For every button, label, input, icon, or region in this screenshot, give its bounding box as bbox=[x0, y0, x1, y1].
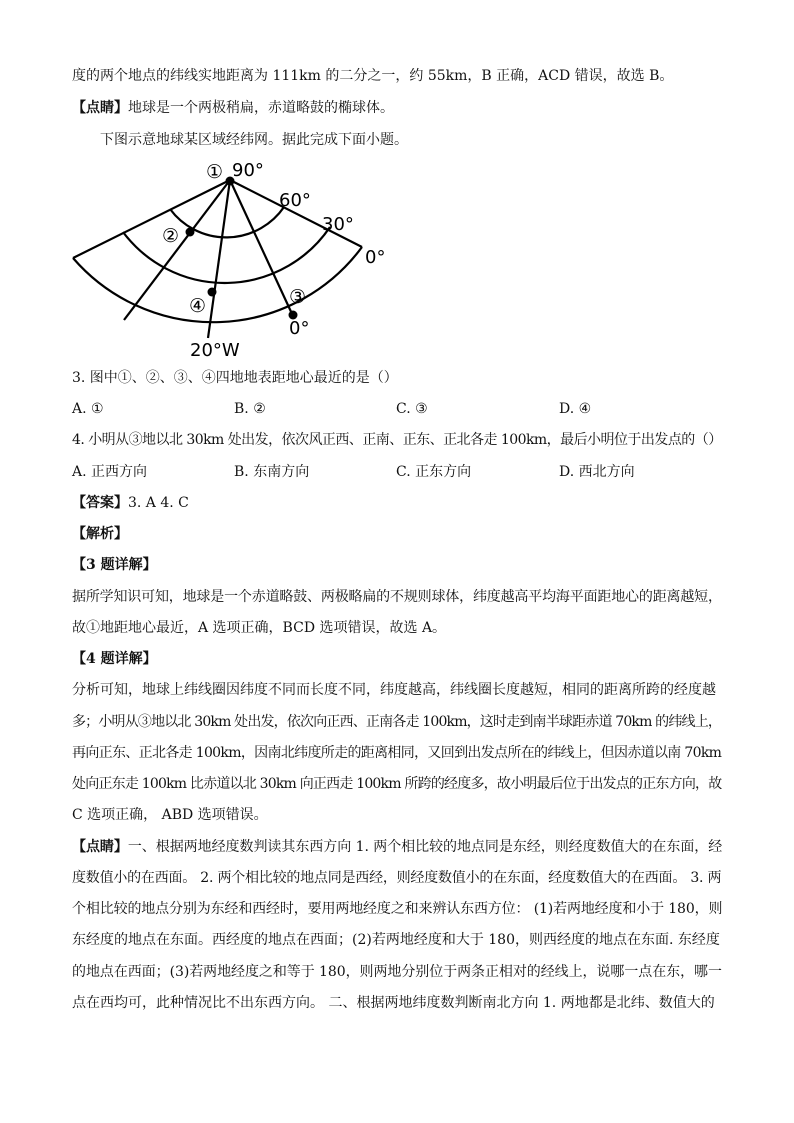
text-line: 度的两个地点的纬线实地距离为 111km 的二分之一，约 55km，B 正确，ACD 错误，故选 B。 bbox=[72, 68, 674, 84]
arc-30 bbox=[123, 227, 330, 283]
tip-line bbox=[72, 837, 722, 857]
q3-option-c: C. ③ bbox=[396, 401, 428, 417]
q4-stem: 4. 小明从③地以北 30km 处出发，依次风正西、正南、正东、正北各走 100km，最后小明位于出发点的（） bbox=[72, 432, 722, 448]
label-lon-0: 0° bbox=[289, 318, 310, 339]
q4-detail-line: C 选项正确， ABD 选项错误。 bbox=[72, 807, 268, 823]
q3-option-d: D. ④ bbox=[559, 401, 592, 417]
tip-line: 个相比较的地点分别为东经和西经时，要用两地经度之和来辨认东西方位： (1)若两地经度和小于 180，则 bbox=[72, 901, 723, 917]
q4-detail-heading: 【4 题详解】 bbox=[72, 651, 157, 667]
graticule-figure bbox=[60, 150, 390, 360]
label-point-1: ① bbox=[206, 161, 224, 183]
q3-detail-heading: 【3 题详解】 bbox=[72, 557, 157, 573]
q3-option-a: A. ① bbox=[72, 401, 104, 417]
q4-detail-line: 多；小明从③地以北 30km 处出发，依次向正西、正南各走 100km，这时走到南半球距赤道 70km 的纬线上， bbox=[72, 714, 722, 730]
label-lon-20w: 20°W bbox=[190, 340, 240, 360]
point-2 bbox=[186, 228, 195, 237]
q4-detail-line: 再向正东、正北各走 100km，因南北纬度所走的距离相同，又回到出发点所在的纬线上，但因赤道以南 70km bbox=[72, 745, 722, 761]
outer-arc bbox=[73, 247, 362, 322]
label-lat-0: 0° bbox=[365, 247, 386, 268]
tip-line: 东经度的地点在东面。西经度的地点在西面；(2)若两地经度和大于 180，则西经度的地点在东面. 东经度 bbox=[72, 932, 720, 948]
q4-detail-line: 分析可知，地球上纬线圈因纬度不同而长度不同，纬度越高，纬线圈长度越短，相同的距离所跨的经度越 bbox=[72, 682, 716, 698]
intro-text: 下图示意地球某区域经纬网。据此完成下面小题。 bbox=[100, 132, 408, 148]
label-lat-60: 60° bbox=[279, 190, 311, 211]
label-lat-90: 90° bbox=[232, 160, 264, 181]
tip-tag: 【点睛】 bbox=[72, 839, 128, 855]
tip-line bbox=[72, 98, 394, 118]
analysis-heading: 【解析】 bbox=[72, 526, 128, 542]
q4-detail-line: 处向正东走 100km 比赤道以北 30km 向正西走 100km 所跨的经度多，故小明最后位于出发点的正东方向，故 bbox=[72, 776, 722, 792]
tip-tag: 【点睛】 bbox=[72, 100, 128, 116]
point-4 bbox=[208, 288, 217, 297]
q3-detail-line: 据所学知识可知，地球是一个赤道略鼓、两极略扁的不规则球体，纬度越高平均海平面距地心的距离越短， bbox=[72, 589, 722, 605]
tip-text: 一、根据两地经度数判读其东西方向 1. 两个相比较的地点同是东经，则经度数值大的在东面，经 bbox=[127, 839, 723, 855]
q4-option-c: C. 正东方向 bbox=[396, 464, 472, 480]
tip-line: 点在西均可，此种情况比不出东西方向。 二、根据两地纬度数判断南北方向 1. 两地都是北纬、数值大的 bbox=[72, 995, 715, 1011]
label-point-4: ④ bbox=[189, 295, 207, 317]
answer-text: 3. A 4. C bbox=[128, 495, 189, 511]
q4-option-d: D. 西北方向 bbox=[559, 464, 635, 480]
answer-line bbox=[72, 493, 189, 513]
q3-stem: 3. 图中①、②、③、④四地地表距地心最近的是（） bbox=[72, 370, 398, 386]
q3-detail-line: 故①地距地心最近，A 选项正确，BCD 选项错误，故选 A。 bbox=[72, 620, 447, 636]
label-point-2: ② bbox=[162, 225, 180, 247]
q3-option-b: B. ② bbox=[234, 401, 266, 417]
left-border bbox=[73, 180, 230, 258]
tip-line: 的地点在西面；(3)若两地经度之和等于 180，则两地分别位于两条正相对的经线上，说哪一点在东，哪一 bbox=[72, 964, 722, 980]
label-point-3: ③ bbox=[289, 286, 307, 308]
tip-text: 地球是一个两极稍扁，赤道略鼓的椭球体。 bbox=[128, 100, 394, 116]
label-lat-30: 30° bbox=[322, 214, 354, 235]
q4-option-b: B. 东南方向 bbox=[234, 464, 310, 480]
answer-tag: 【答案】 bbox=[72, 495, 128, 511]
q4-option-a: A. 正西方向 bbox=[72, 464, 148, 480]
tip-line: 度数值小的在西面。 2. 两个相比较的地点同是西经，则经度数值小的在东面，经度数值大的在西面。 3. 两 bbox=[72, 870, 722, 886]
